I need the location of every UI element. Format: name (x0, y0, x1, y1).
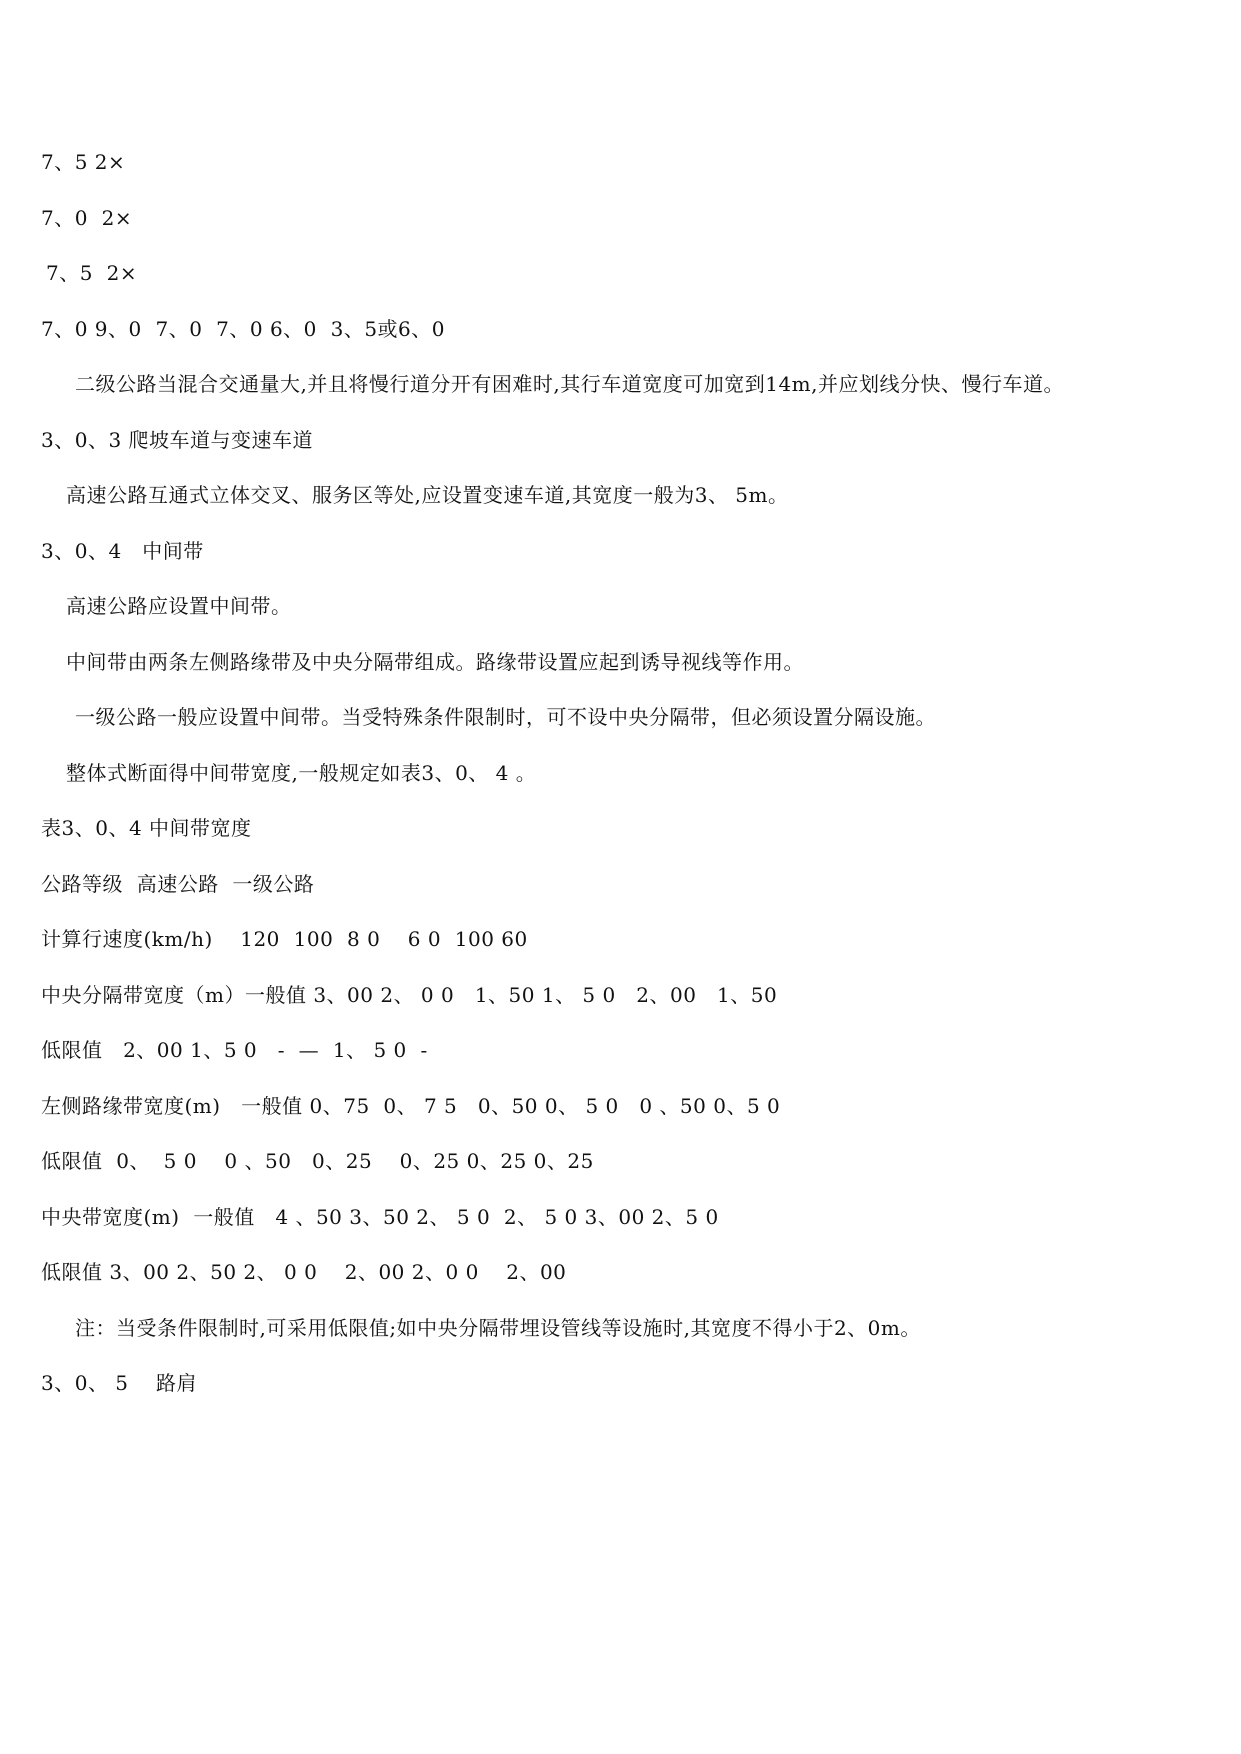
paragraph-median-width-rule: 整体式断面得中间带宽度,一般规定如表3、0、 4 。 (66, 761, 537, 785)
lane-width-line-4: 7、0 9、0 7、0 7、0 6、0 3、5或6、0 (41, 317, 446, 341)
paragraph-first-class-road: 一级公路一般应设置中间带。当受特殊条件限制时，可不设中央分隔带，但必须设置分隔设施。 (75, 705, 936, 729)
section-heading-3-0-5: 3、0、 5 路肩 (41, 1371, 197, 1395)
section-heading-3-0-4: 3、0、4 中间带 (41, 539, 204, 563)
table-row-median-width: 中央带宽度(m) 一般值 4 、50 3、50 2、 5 0 2、 5 0 3、00 2、5 0 (41, 1205, 719, 1229)
table-row-left-marginal-strip-min: 低限值 0、 5 0 0 、50 0、25 0、25 0、25 0、25 (41, 1149, 594, 1173)
paragraph-median-required: 高速公路应设置中间带。 (66, 594, 292, 618)
table-note: 注：当受条件限制时,可采用低限值;如中央分隔带埋设管线等设施时,其宽度不得小于2、0m。 (75, 1316, 921, 1340)
table-row-design-speed: 计算行速度(km/h) 120 100 8 0 6 0 100 60 (41, 927, 528, 951)
lane-width-line-3: 7、5 2× (46, 261, 138, 285)
paragraph-secondary-road: 二级公路当混合交通量大,并且将慢行道分开有困难时,其行车道宽度可加宽到14m,并应划线分快、慢行车道。 (75, 372, 1064, 396)
table-row-central-separator: 中央分隔带宽度（m）一般值 3、00 2、 0 0 1、50 1、 5 0 2、00 1、50 (41, 983, 778, 1007)
paragraph-speed-change-lane: 高速公路互通式立体交叉、服务区等处,应设置变速车道,其宽度一般为3、 5m。 (66, 483, 789, 507)
paragraph-median-composition: 中间带由两条左侧路缘带及中央分隔带组成。路缘带设置应起到诱导视线等作用。 (66, 650, 804, 674)
lane-width-line-2: 7、0 2× (41, 206, 133, 230)
section-heading-3-0-3: 3、0、3 爬坡车道与变速车道 (41, 428, 314, 452)
lane-width-line-1: 7、5 2× (41, 150, 126, 174)
table-caption: 表3、0、4 中间带宽度 (41, 816, 252, 840)
table-row-road-class: 公路等级 高速公路 一级公路 (41, 872, 315, 896)
table-row-left-marginal-strip: 左侧路缘带宽度(m) 一般值 0、75 0、 7 5 0、50 0、 5 0 0 、50 0、5 0 (41, 1094, 781, 1118)
table-row-median-width-min: 低限值 3、00 2、50 2、 0 0 2、00 2、0 0 2、00 (41, 1260, 567, 1284)
table-row-central-separator-min: 低限值 2、00 1、5 0 - — 1、 5 0 - (41, 1038, 428, 1062)
